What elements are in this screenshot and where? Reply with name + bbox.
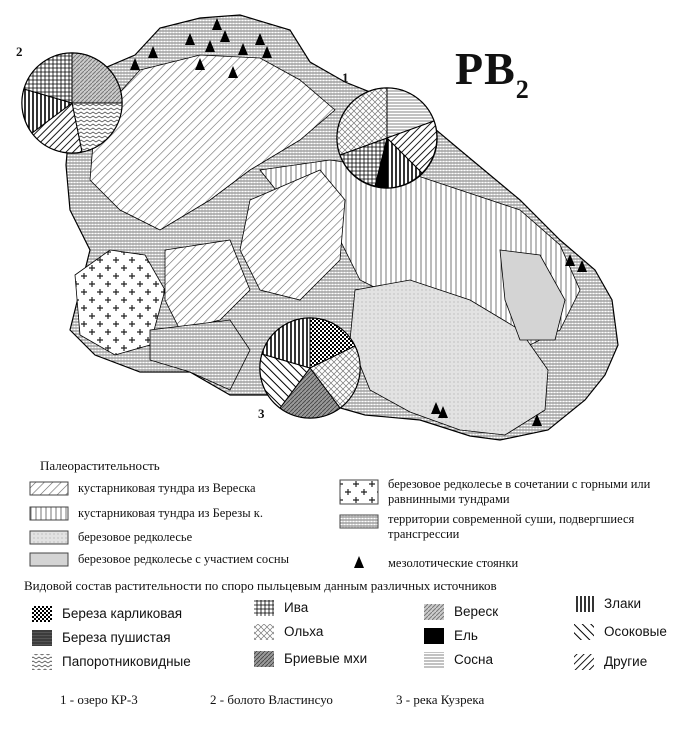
swatch-birchtundra [30,507,68,520]
species-heath: Вереск [454,604,499,619]
pie-chart-site-3 [260,318,360,418]
legend-birchwood: березовое редколесье [78,530,193,544]
species-spruce: Ель [454,628,478,643]
swatch-site [354,556,364,568]
swatch-transgress [340,515,378,528]
species-grass: Злаки [604,596,641,611]
site-number-1: 1 [342,70,349,85]
legend-birchpine: березовое редколесье с участием сосны [78,552,290,566]
swatch-ferns [32,654,52,670]
species-sedge: Осоковые [604,624,667,639]
species-dwarfbirch: Береза карликовая [62,606,183,621]
pie-slice [72,53,122,103]
swatch-heather [30,482,68,495]
swatch-sedge [574,624,594,640]
source-2: 2 - болото Властинсуо [210,692,333,707]
legend-heather: кустарниковая тундра из Вереска [78,481,256,495]
pie-chart-site-2 [22,53,122,153]
legend-birchmount: березовое редколесье в сочетании с горными или равнинными тундрами [388,477,651,506]
source-1: 1 - озеро КР-3 [60,692,138,707]
swatch-spruce [424,628,444,644]
swatch-pine [424,652,444,668]
source-3: 3 - река Кузрека [396,692,485,707]
species-alder: Ольха [284,624,324,639]
swatch-willow [254,600,274,616]
swatch-dwarfbirch [32,606,52,622]
species-downybirch: Береза пушистая [62,630,171,645]
species-other: Другие [604,654,648,669]
swatch-birchmount [340,480,378,504]
swatch-moss [254,651,274,667]
region-transgress-southwest [150,320,250,390]
swatch-heath [424,604,444,620]
legend-sites: мезолотические стоянки [388,556,519,570]
swatch-birchwood [30,531,68,544]
species-willow: Ива [284,600,309,615]
pie-chart-site-1 [337,88,437,188]
swatch-grass [574,596,594,612]
site-number-2: 2 [16,44,23,59]
swatch-downybirch [32,630,52,646]
species-legend-heading: Видовой состав растительности по споро пыльцевым данным различных источников [24,578,497,593]
swatch-birchpine [30,553,68,566]
species-moss: Бриевые мхи [284,651,368,666]
species-pine: Сосна [454,652,493,667]
map-title: $PB_2$ [455,43,530,104]
species-ferns: Папоротниковидные [62,654,191,669]
paleo-legend-heading: Палеорастительность [40,458,160,473]
swatch-other [574,654,594,670]
site-number-3: 3 [258,406,265,421]
legend-birchtundra: кустарниковая тундра из Березы к. [78,506,263,520]
swatch-alder [254,624,274,640]
legend-transgress: территории современной суши, подвергшиеся трансгрессии [388,512,635,541]
